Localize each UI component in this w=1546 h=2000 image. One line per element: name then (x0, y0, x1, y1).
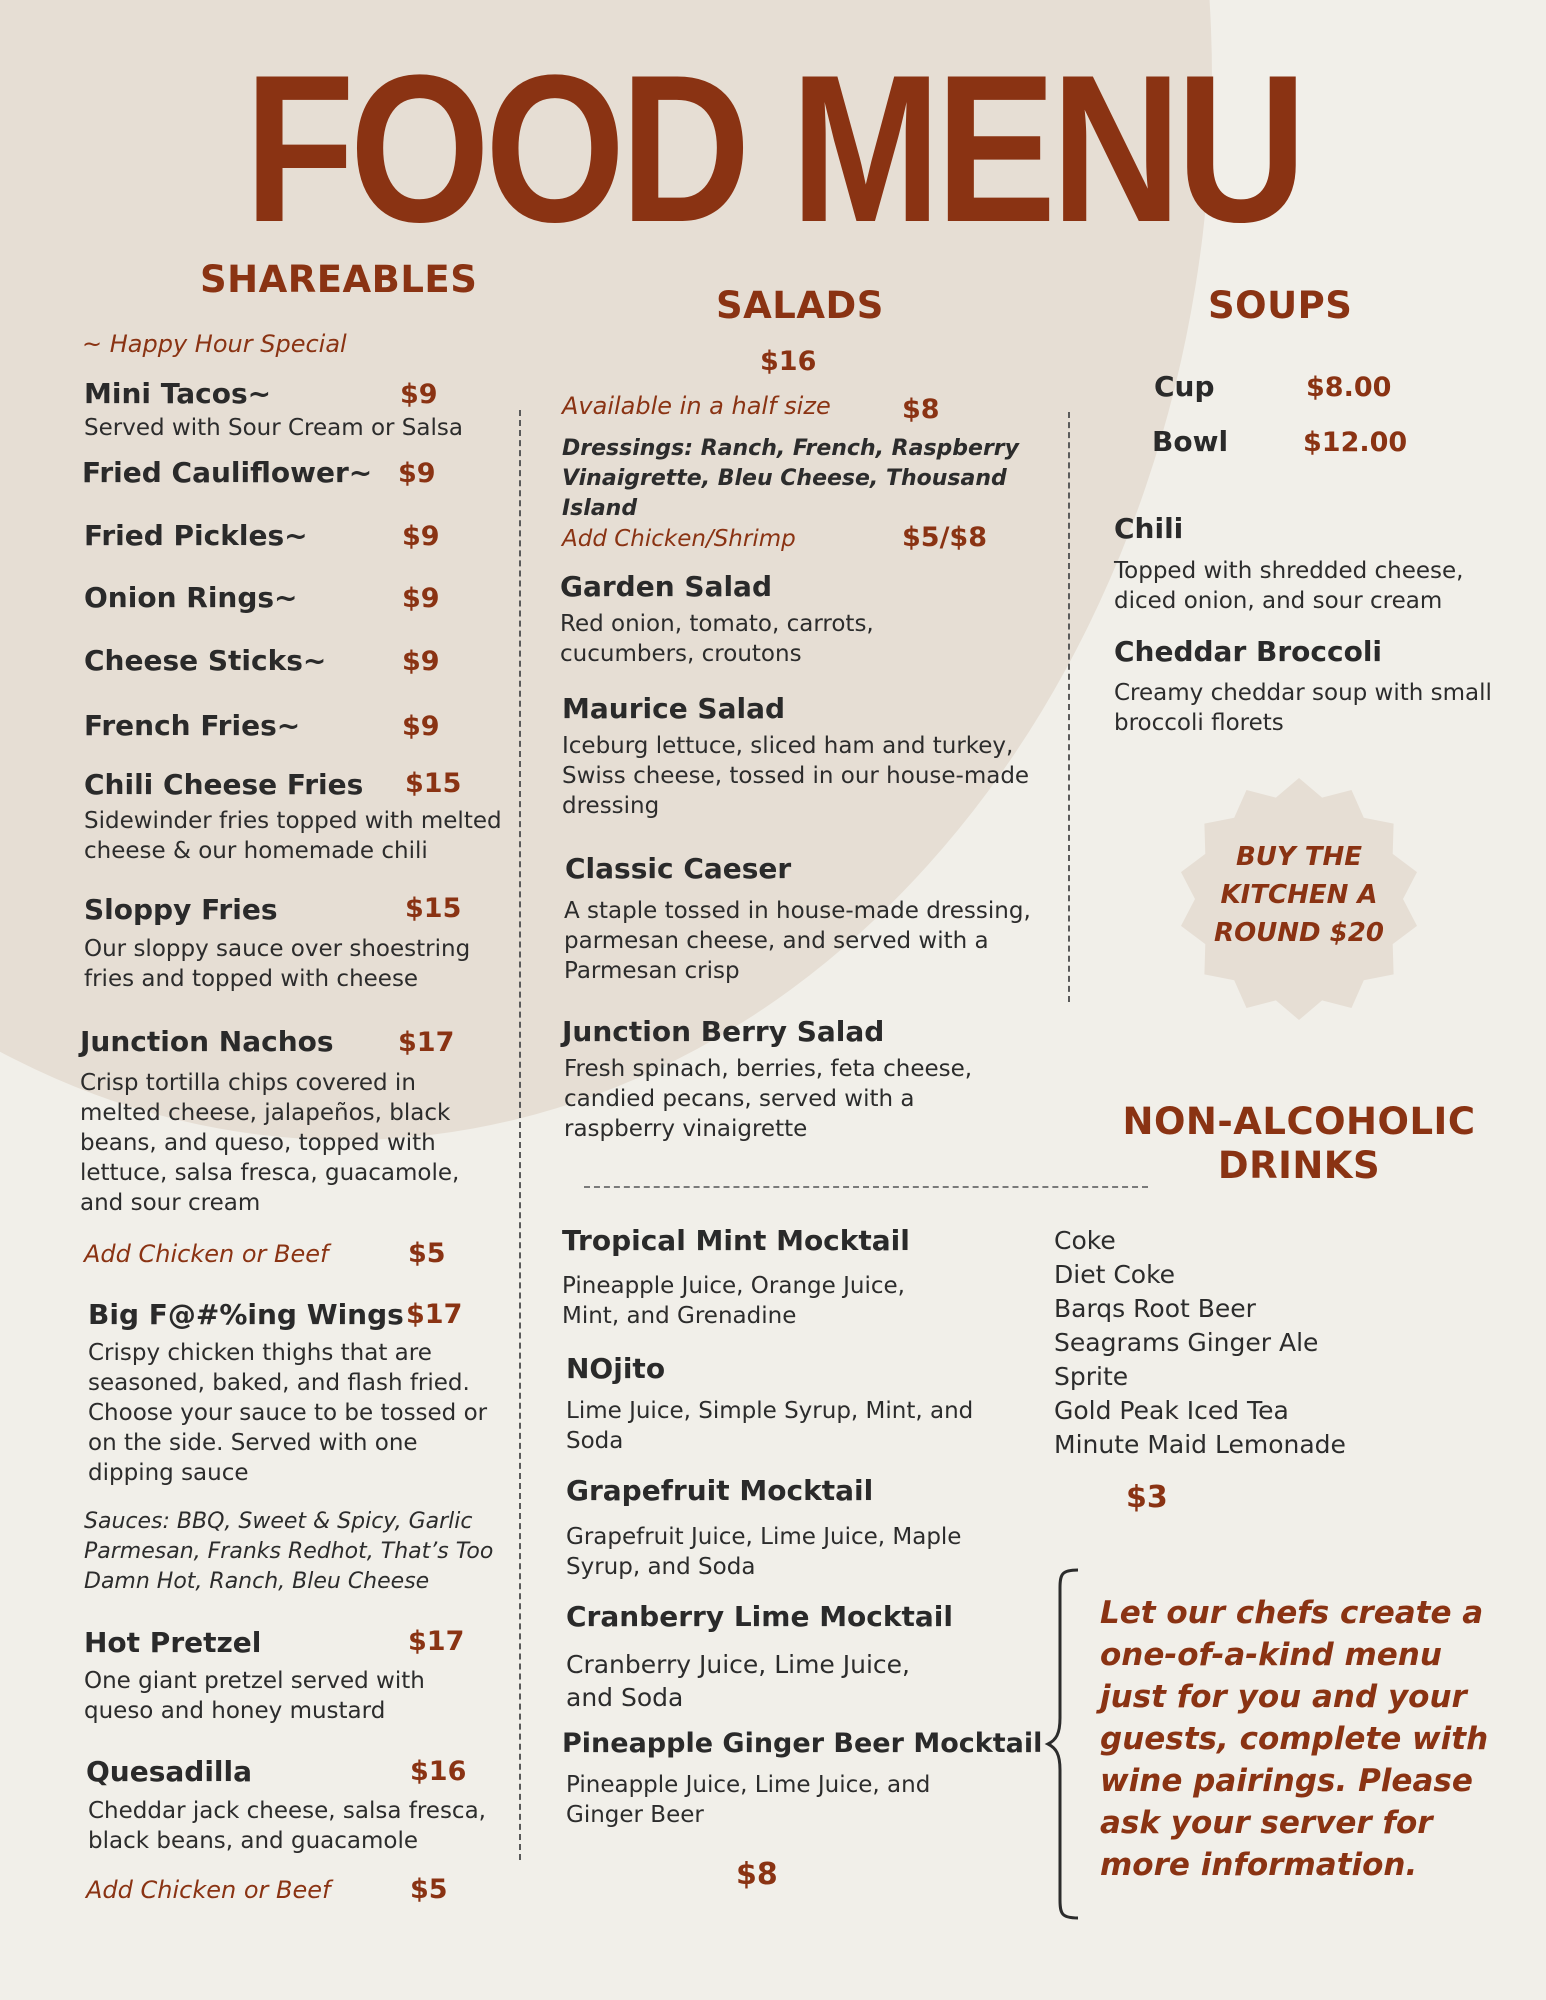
item-price: $9 (402, 583, 440, 614)
item-name: Garden Salad (560, 570, 772, 603)
item-name: Onion Rings~ (84, 581, 298, 614)
salads-heading: SALADS (716, 284, 884, 327)
item-description: Sidewinder fries topped with melted cheese & our homemade chili (84, 808, 502, 864)
item-price: $15 (405, 893, 462, 924)
mocktails-price: $8 (736, 1857, 778, 1892)
soups-heading: SOUPS (1208, 284, 1353, 327)
item-price: $9 (402, 646, 440, 677)
drinks-heading-line: NON-ALCOHOLIC (1122, 1100, 1476, 1143)
curly-brace (1044, 1568, 1084, 1920)
page-title: FOOD MENU (244, 31, 1302, 266)
badge-line: BUY THE (1235, 842, 1363, 872)
item-description: Red onion, tomato, carrots, cucumbers, croutons (560, 611, 874, 667)
item-name: French Fries~ (84, 709, 301, 742)
cup-label: Cup (1154, 370, 1215, 403)
item-description: Fresh spinach, berries, feta cheese, candied pecans, served with a raspberry vinaigrette (564, 1056, 973, 1142)
item-description: Lime Juice, Simple Syrup, Mint, and Soda (566, 1398, 974, 1454)
drink-item: Gold Peak Iced Tea (1054, 1396, 1289, 1425)
item-price: $9 (400, 379, 438, 410)
badge-text (1178, 838, 1420, 952)
column-divider (519, 410, 521, 1860)
item-description: Iceburg lettuce, sliced ham and turkey, Swiss cheese, tossed in our house-made dressing (562, 733, 1030, 819)
item-name: Cheese Sticks~ (84, 644, 327, 677)
add-on-label: Add Chicken or Beef (84, 1240, 329, 1268)
item-price: $9 (402, 711, 440, 742)
item-name: Tropical Mint Mocktail (562, 1224, 910, 1257)
salads-price: $16 (760, 346, 817, 377)
item-name: Fried Pickles~ (84, 519, 308, 552)
happy-hour-note: ~ Happy Hour Special (82, 330, 347, 358)
item-description: One giant pretzel served with queso and honey mustard (84, 1668, 425, 1724)
dressings-list: Dressings: Ranch, French, Raspberry Vinaigrette, Bleu Cheese, Thousand Island (562, 436, 1019, 521)
drink-item: Seagrams Ginger Ale (1054, 1328, 1319, 1357)
item-name: Quesadilla (86, 1755, 253, 1788)
item-name: Fried Cauliflower~ (82, 456, 373, 489)
item-description: Cranberry Juice, Lime Juice, and Soda (566, 1650, 910, 1712)
item-name: Mini Tacos~ (84, 377, 272, 410)
section-divider (584, 1186, 1148, 1188)
item-price: $15 (405, 768, 462, 799)
item-description: Crisp tortilla chips covered in melted cheese, jalapeños, black beans, and queso, topped with lettuce, salsa fresca, guacamole, and sour cream (80, 1070, 460, 1216)
item-name: Classic Caeser (565, 852, 792, 885)
item-description: A staple tossed in house-made dressing, parmesan cheese, and served with a Parmesan crisp (564, 898, 1031, 984)
bowl-price: $12.00 (1303, 427, 1408, 458)
item-description: Creamy cheddar soup with small broccoli florets (1114, 680, 1492, 736)
item-description: Cheddar jack cheese, salsa fresca, black beans, and guacamole (88, 1798, 486, 1854)
drinks-heading-line: DRINKS (1217, 1144, 1381, 1188)
item-price: $9 (402, 521, 440, 552)
item-name: Maurice Salad (562, 692, 786, 725)
badge-line: KITCHEN A (1220, 880, 1378, 910)
item-name: Chili (1114, 512, 1184, 545)
item-description: Our sloppy sauce over shoestring fries and topped with cheese (84, 936, 471, 992)
drink-item: Minute Maid Lemonade (1054, 1430, 1346, 1459)
item-description: Served with Sour Cream or Salsa (84, 415, 463, 441)
item-name: Sloppy Fries (84, 893, 278, 926)
item-price: $17 (408, 1626, 465, 1657)
item-name: Chili Cheese Fries (84, 768, 364, 801)
add-on-price: $5 (410, 1874, 448, 1905)
item-description: Crispy chicken thighs that are seasoned, baked, and flash fried. Choose your sauce to be tossed or on the side. Served with one dipping sauce (88, 1340, 488, 1486)
item-name: Pineapple Ginger Beer Mocktail (562, 1728, 1043, 1759)
shareables-heading: SHAREABLES (200, 258, 478, 301)
half-size-price: $8 (902, 394, 940, 425)
cup-price: $8.00 (1306, 372, 1392, 403)
half-size-note: Available in a half size (562, 392, 831, 420)
item-name: Junction Berry Salad (562, 1015, 885, 1048)
item-name: NOjito (566, 1352, 666, 1385)
item-name: Cranberry Lime Mocktail (566, 1600, 953, 1633)
drink-item: Barqs Root Beer (1054, 1294, 1256, 1323)
item-name: Junction Nachos (80, 1025, 334, 1058)
drink-item: Sprite (1054, 1362, 1129, 1391)
item-description: Pineapple Juice, Orange Juice, Mint, and Grenadine (562, 1273, 905, 1329)
item-description: Pineapple Juice, Lime Juice, and Ginger Beer (566, 1772, 931, 1828)
item-price: $16 (410, 1756, 467, 1787)
item-description: Topped with shredded cheese, diced onion, and sour cream (1114, 558, 1464, 614)
catering-promo: Let our chefs create a one-of-a-kind menu just for you and your guests, complete with wine pairings. Please ask your server for more information. (1100, 1595, 1489, 1883)
drink-item: Coke (1054, 1226, 1116, 1255)
add-on-price: $5 (408, 1238, 446, 1269)
badge-line: ROUND $20 (1214, 918, 1384, 948)
sauces-list: Sauces: BBQ, Sweet & Spicy, Garlic Parmesan, Franks Redhot, That’s Too Damn Hot, Ranch, Bleu Cheese (84, 1509, 494, 1594)
add-protein-label: Add Chicken/Shrimp (562, 526, 796, 552)
add-on-label: Add Chicken or Beef (86, 1876, 331, 1904)
item-price: $17 (398, 1027, 455, 1058)
add-protein-price: $5/$8 (902, 522, 988, 553)
item-price: $17 (406, 1299, 463, 1330)
item-description: Grapefruit Juice, Lime Juice, Maple Syrup, and Soda (566, 1524, 962, 1580)
drink-item: Diet Coke (1054, 1260, 1176, 1289)
item-price: $9 (398, 458, 436, 489)
item-name: Cheddar Broccoli (1114, 635, 1383, 668)
bowl-label: Bowl (1152, 425, 1229, 458)
drinks-list (1054, 1224, 1346, 1462)
column-divider (1068, 412, 1070, 1002)
item-name: Big F@#%ing Wings (88, 1298, 404, 1331)
drinks-price: $3 (1126, 1480, 1168, 1515)
item-name: Grapefruit Mocktail (566, 1474, 874, 1507)
item-name: Hot Pretzel (84, 1626, 262, 1659)
drinks-heading (1104, 1100, 1494, 1189)
